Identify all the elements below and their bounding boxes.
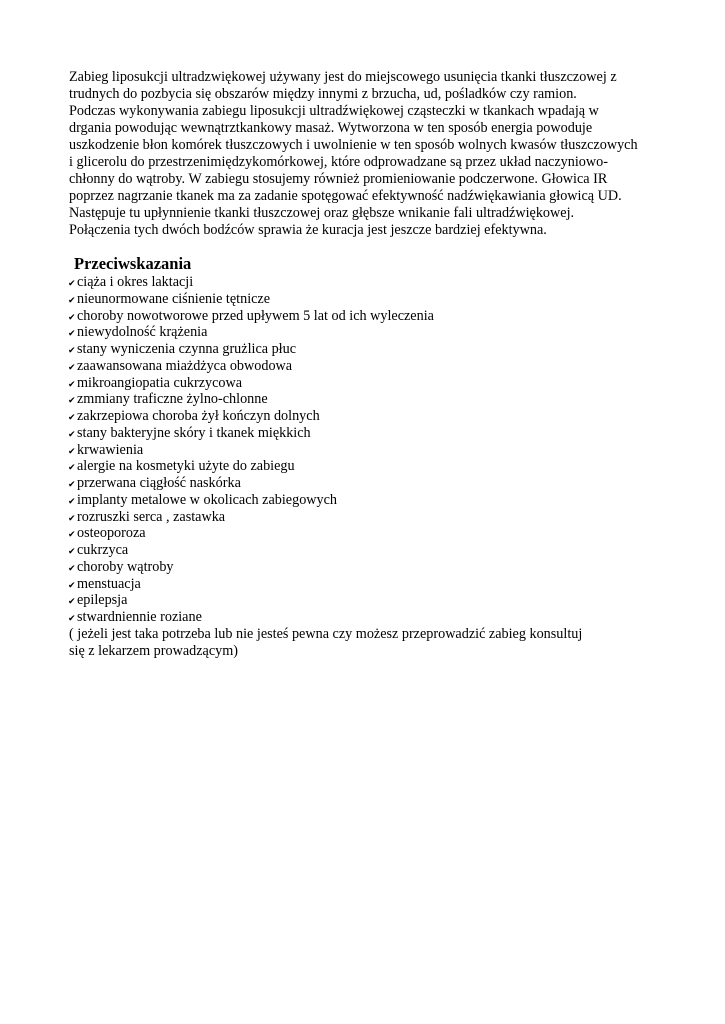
contraindications-heading: Przeciwskazania: [74, 254, 192, 273]
checkmark-icon: ✔: [68, 279, 76, 289]
list-item: [68, 341, 434, 358]
checkmark-icon: ✔: [68, 597, 76, 608]
list-item-text: rozruszki serca , zastawka: [77, 508, 226, 525]
list-item-text: menstuacja: [77, 575, 141, 592]
list-item: [68, 442, 434, 459]
checkmark-icon: ✔: [68, 346, 76, 356]
list-item-text: ciąża i okres laktacji: [77, 274, 194, 290]
list-item: [68, 408, 434, 425]
checkmark-icon: ✔: [68, 530, 76, 541]
intro-line: Następuje tu upłynnienie tkanki tłuszczowej oraz głębsze wnikanie fali ultradźwiękowej.: [69, 205, 575, 221]
list-item-text: zmmiany traficzne żylno-chlonne: [77, 391, 268, 408]
list-item-text: choroby wątroby: [77, 558, 174, 575]
list-item: [68, 358, 434, 375]
list-item: [68, 576, 434, 593]
list-item: [68, 509, 434, 526]
checkmark-icon: ✔: [68, 295, 76, 306]
contraindications-list: [68, 274, 434, 626]
list-item-text: epilepsja: [77, 592, 128, 609]
checkmark-icon: ✔: [68, 429, 76, 440]
list-item: [68, 324, 434, 341]
list-item-text: choroby nowotworowe przed upływem 5 lat od ich wyleczenia: [77, 307, 434, 324]
list-item: [68, 542, 434, 559]
list-item-text: alergie na kosmetyki użyte do zabiegu: [77, 458, 295, 475]
list-item: [68, 475, 434, 492]
list-item-text: przerwana ciągłość naskórka: [77, 475, 241, 491]
checkmark-icon: ✔: [68, 547, 76, 557]
list-item: [68, 458, 434, 475]
intro-line: trudnych do pozbycia się obszarów między innymi z brzucha, ud, pośladków czy ramion.: [69, 86, 577, 102]
checkmark-icon: ✔: [68, 362, 76, 373]
list-item-text: niewydolność krążenia: [77, 324, 208, 341]
intro-line: Podczas wykonywania zabiegu liposukcji ultradźwiękowej cząsteczki w tkankach wpadają w: [69, 103, 599, 119]
checkmark-icon: ✔: [68, 312, 76, 323]
intro-line: chłonny do wątroby. W zabiegu stosujemy również promieniowanie podczerwone. Głowica IR: [69, 171, 608, 187]
note-line: się z lekarzem prowadzącym): [69, 643, 238, 659]
list-item: [68, 274, 434, 291]
intro-line: Zabieg liposukcji ultradzwiękowej używany jest do miejscowego usunięcia tkanki tłuszczowej z: [69, 69, 617, 85]
list-item-text: zaawansowana miażdżyca obwodowa: [77, 357, 293, 374]
intro-line: poprzez nagrzanie tkanek ma za zadanie spotęgować efektywność nadźwiękawiania głowicą UD.: [69, 188, 622, 204]
checkmark-icon: ✔: [68, 580, 76, 591]
checkmark-icon: ✔: [68, 379, 76, 390]
note-line: ( jeżeli jest taka potrzeba lub nie jesteś pewna czy możesz przeprowadzić zabieg konsultuj: [69, 626, 583, 642]
intro-line: Połączenia tych dwóch bodźców sprawia że kuracja jest jeszcze bardziej efektywna.: [69, 222, 547, 238]
intro-line: drgania powodując wewnątrztkankowy masaż. Wytworzona w ten sposób energia powoduje: [69, 120, 593, 136]
list-item-text: nieunormowane ciśnienie tętnicze: [77, 290, 271, 307]
list-item: [68, 492, 434, 509]
list-item: [68, 291, 434, 308]
consultation-note: [69, 626, 582, 660]
list-item-text: mikroangiopatia cukrzycowa: [77, 374, 243, 391]
list-item-text: cukrzyca: [77, 542, 129, 558]
checkmark-icon: ✔: [68, 396, 76, 407]
intro-line: uszkodzenie błon komórek tłuszczowych i uwolnienie w ten sposób wolnych kwasów tłuszczowych: [69, 137, 638, 153]
list-item-text: implanty metalowe w okolicach zabiegowych: [77, 491, 338, 508]
checkmark-icon: ✔: [68, 413, 76, 423]
list-item: [68, 609, 434, 626]
list-item: [68, 592, 434, 609]
checkmark-icon: ✔: [68, 463, 76, 474]
list-item-text: stwardniennie roziane: [77, 609, 202, 625]
checkmark-icon: ✔: [68, 496, 76, 507]
list-item: [68, 425, 434, 442]
list-item-text: stany wyniczenia czynna grużlica płuc: [77, 341, 297, 357]
list-item-text: krwawienia: [77, 441, 144, 458]
list-item: [68, 559, 434, 576]
checkmark-icon: ✔: [68, 513, 76, 524]
list-item: [68, 391, 434, 408]
list-item-text: zakrzepiowa choroba żył kończyn dolnych: [77, 408, 320, 424]
list-item-text: osteoporoza: [77, 525, 146, 542]
list-item: [68, 525, 434, 542]
list-item: [68, 308, 434, 325]
list-item: [68, 375, 434, 392]
checkmark-icon: ✔: [68, 446, 76, 457]
checkmark-icon: ✔: [68, 563, 76, 574]
intro-paragraph: [69, 69, 669, 239]
checkmark-icon: ✔: [68, 614, 76, 624]
checkmark-icon: ✔: [68, 329, 76, 340]
checkmark-icon: ✔: [68, 480, 76, 490]
intro-line: i glicerolu do przestrzenimiędzykomórkowej, które odprowadzane są przez układ naczyniowo-: [69, 154, 608, 170]
list-item-text: stany bakteryjne skóry i tkanek miękkich: [77, 424, 311, 441]
